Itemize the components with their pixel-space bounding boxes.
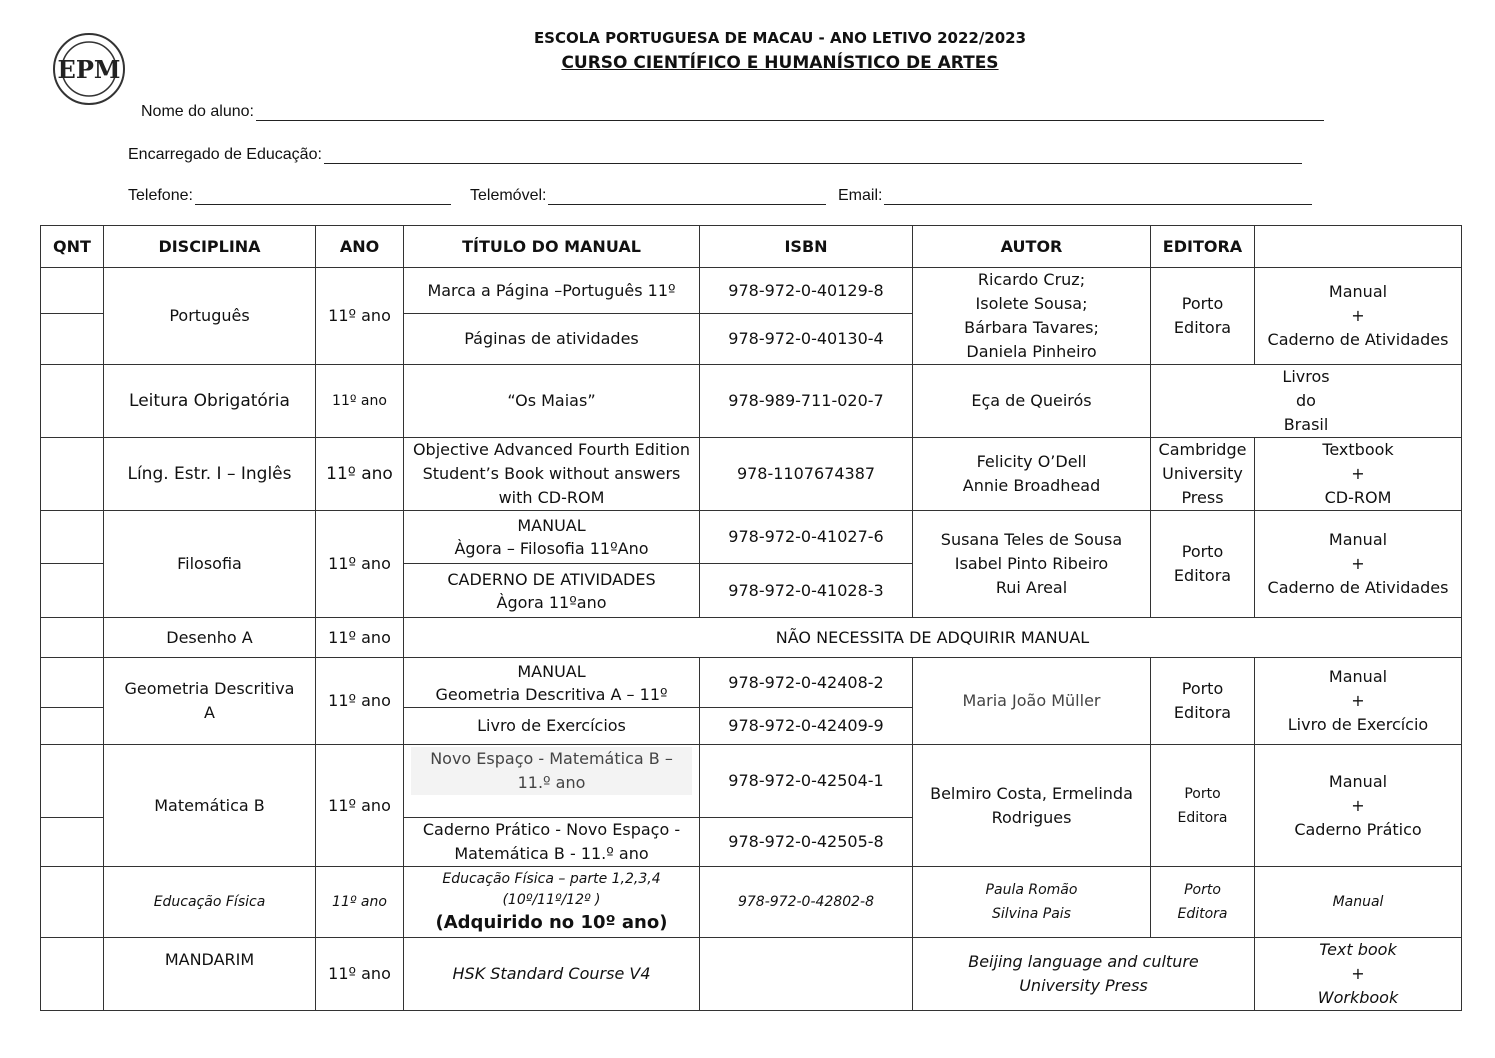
header-editora: EDITORA (1151, 226, 1255, 268)
year-cell: 11º ano (316, 867, 404, 938)
discipline-cell: Filosofia (104, 511, 316, 618)
title-cell: “Os Maias” (404, 365, 700, 438)
table-row (41, 938, 1462, 1011)
student-name-field[interactable] (141, 102, 1324, 121)
qnt-cell[interactable] (41, 745, 104, 818)
year-cell: 11º ano (316, 658, 404, 745)
header-disciplina: DISCIPLINA (104, 226, 316, 268)
title-cell: Marca a Página –Português 11º (404, 268, 700, 314)
book-list-table (40, 225, 1462, 1011)
isbn-cell: 978-989-711-020-7 (700, 365, 913, 438)
year-cell: 11º ano (316, 438, 404, 511)
discipline-cell: Leitura Obrigatória (104, 365, 316, 438)
notes-cell: Manual + Caderno de Atividades (1255, 268, 1462, 365)
header-autor: AUTOR (913, 226, 1151, 268)
qnt-cell[interactable] (41, 314, 104, 365)
student-name-line[interactable] (256, 102, 1324, 121)
qnt-cell[interactable] (41, 564, 104, 618)
qnt-cell[interactable] (41, 365, 104, 438)
year-cell: 11º ano (316, 745, 404, 867)
title-cell: Páginas de atividades (404, 314, 700, 365)
isbn-cell: 978-972-0-42408-2 (700, 658, 913, 708)
guardian-field[interactable] (128, 145, 1302, 164)
isbn-cell: 978-972-0-42802-8 (700, 867, 913, 938)
qnt-cell[interactable] (41, 438, 104, 511)
document-title: ESCOLA PORTUGUESA DE MACAU - ANO LETIVO 2022/2023 (533, 29, 1027, 47)
title-cell: MANUAL Àgora – Filosofia 11ºAno (404, 511, 700, 564)
author-cell: Ricardo Cruz; Isolete Sousa; Bárbara Tavares; Daniela Pinheiro (913, 268, 1151, 365)
no-manual-message: NÃO NECESSITA DE ADQUIRIR MANUAL (404, 618, 1462, 658)
header-titulo: TÍTULO DO MANUAL (404, 226, 700, 268)
school-logo (52, 32, 126, 106)
qnt-cell[interactable] (41, 818, 104, 867)
isbn-cell: 978-972-0-40130-4 (700, 314, 913, 365)
year-cell: 11º ano (316, 511, 404, 618)
email-line[interactable] (884, 186, 1312, 205)
author-cell: Paula Romão Silvina Pais (913, 867, 1151, 938)
notes-cell: Text book + Workbook (1255, 938, 1462, 1011)
isbn-cell: 978-972-0-42409-9 (700, 708, 913, 745)
qnt-cell[interactable] (41, 708, 104, 745)
discipline-cell: Educação Física (104, 867, 316, 938)
phone-line[interactable] (195, 186, 451, 205)
table-row (41, 745, 1462, 818)
author-cell: Belmiro Costa, Ermelinda Rodrigues (913, 745, 1151, 867)
header-isbn: ISBN (700, 226, 913, 268)
title-cell: MANUAL Geometria Descritiva A – 11º (404, 658, 700, 708)
phone-label: Telefone: (128, 187, 193, 204)
year-cell: 11º ano (316, 618, 404, 658)
title-text: Educação Física – parte 1,2,3,4 (10º/11º/12º ) (442, 871, 661, 908)
mobile-label: Telemóvel: (470, 187, 547, 204)
title-cell: Caderno Prático - Novo Espaço - Matemática B - 11.º ano (404, 818, 700, 867)
table-row (41, 438, 1462, 511)
qnt-cell[interactable] (41, 268, 104, 314)
title-note: (Adquirido no 10º ano) (435, 912, 668, 933)
title-cell: Livro de Exercícios (404, 708, 700, 745)
publisher-cell: Cambridge University Press (1151, 438, 1255, 511)
qnt-cell[interactable] (41, 618, 104, 658)
qnt-cell[interactable] (41, 938, 104, 1011)
discipline-cell: Matemática B (104, 745, 316, 867)
publisher-cell: Porto Editora (1151, 658, 1255, 745)
table-row (41, 365, 1462, 438)
student-name-label: Nome do aluno: (141, 103, 254, 120)
author-cell: Susana Teles de Sousa Isabel Pinto Ribeiro Rui Areal (913, 511, 1151, 618)
title-cell: CADERNO DE ATIVIDADES Àgora 11ºano (404, 564, 700, 618)
publisher-cell: Porto Editora (1151, 867, 1255, 938)
author-cell: Eça de Queirós (913, 365, 1151, 438)
header-notes (1255, 226, 1462, 268)
author-cell: Felicity O’Dell Annie Broadhead (913, 438, 1151, 511)
publisher-cell: Livros do Brasil (1151, 365, 1462, 438)
year-cell: 11º ano (316, 268, 404, 365)
guardian-label: Encarregado de Educação: (128, 146, 322, 163)
header-qnt: QNT (41, 226, 104, 268)
publisher-cell: Porto Editora (1151, 268, 1255, 365)
discipline-cell: Desenho A (104, 618, 316, 658)
publisher-cell: Porto Editora (1151, 511, 1255, 618)
isbn-cell: 978-972-0-42505-8 (700, 818, 913, 867)
table-row (41, 511, 1462, 564)
mobile-field[interactable] (470, 186, 826, 205)
year-cell: 11º ano (316, 365, 404, 438)
table-row (41, 867, 1462, 938)
logo-letters: EPM (57, 55, 121, 84)
table-row (41, 618, 1462, 658)
phone-field[interactable] (128, 186, 451, 205)
discipline-cell: Líng. Estr. I – Inglês (104, 438, 316, 511)
title-cell (404, 745, 700, 818)
header-ano: ANO (316, 226, 404, 268)
author-cell: Beijing language and culture University Press (913, 938, 1255, 1011)
qnt-cell[interactable] (41, 867, 104, 938)
title-cell (404, 867, 700, 938)
notes-cell: Textbook + CD-ROM (1255, 438, 1462, 511)
table-row (41, 658, 1462, 708)
table-header-row (41, 226, 1462, 268)
email-label: Email: (838, 187, 883, 204)
isbn-cell: 978-972-0-40129-8 (700, 268, 913, 314)
publisher-cell: Porto Editora (1151, 745, 1255, 867)
author-cell: Maria João Müller (913, 658, 1151, 745)
isbn-cell: 978-972-0-41027-6 (700, 511, 913, 564)
notes-cell: Manual + Caderno Prático (1255, 745, 1462, 867)
isbn-cell: 978-972-0-42504-1 (700, 745, 913, 818)
email-field[interactable] (838, 186, 1312, 205)
qnt-cell[interactable] (41, 658, 104, 708)
guardian-line[interactable] (324, 145, 1302, 164)
isbn-cell (700, 938, 913, 1011)
title-cell: HSK Standard Course V4 (404, 938, 700, 1011)
year-cell: 11º ano (316, 938, 404, 1011)
discipline-cell: Português (104, 268, 316, 365)
discipline-cell: Geometria Descritiva A (104, 658, 316, 745)
title-cell: Objective Advanced Fourth Edition Student’s Book without answers with CD-ROM (404, 438, 700, 511)
mobile-line[interactable] (548, 186, 826, 205)
qnt-cell[interactable] (41, 511, 104, 564)
document-subtitle: CURSO CIENTÍFICO E HUMANÍSTICO DE ARTES (561, 53, 999, 73)
isbn-cell: 978-972-0-41028-3 (700, 564, 913, 618)
isbn-cell: 978-1107674387 (700, 438, 913, 511)
notes-cell: Manual + Caderno de Atividades (1255, 511, 1462, 618)
notes-cell: Manual + Livro de Exercício (1255, 658, 1462, 745)
notes-cell: Manual (1255, 867, 1462, 938)
title-text: Novo Espaço - Matemática B – 11.º ano (411, 747, 692, 795)
discipline-cell: MANDARIM (104, 938, 316, 1011)
table-row (41, 268, 1462, 314)
